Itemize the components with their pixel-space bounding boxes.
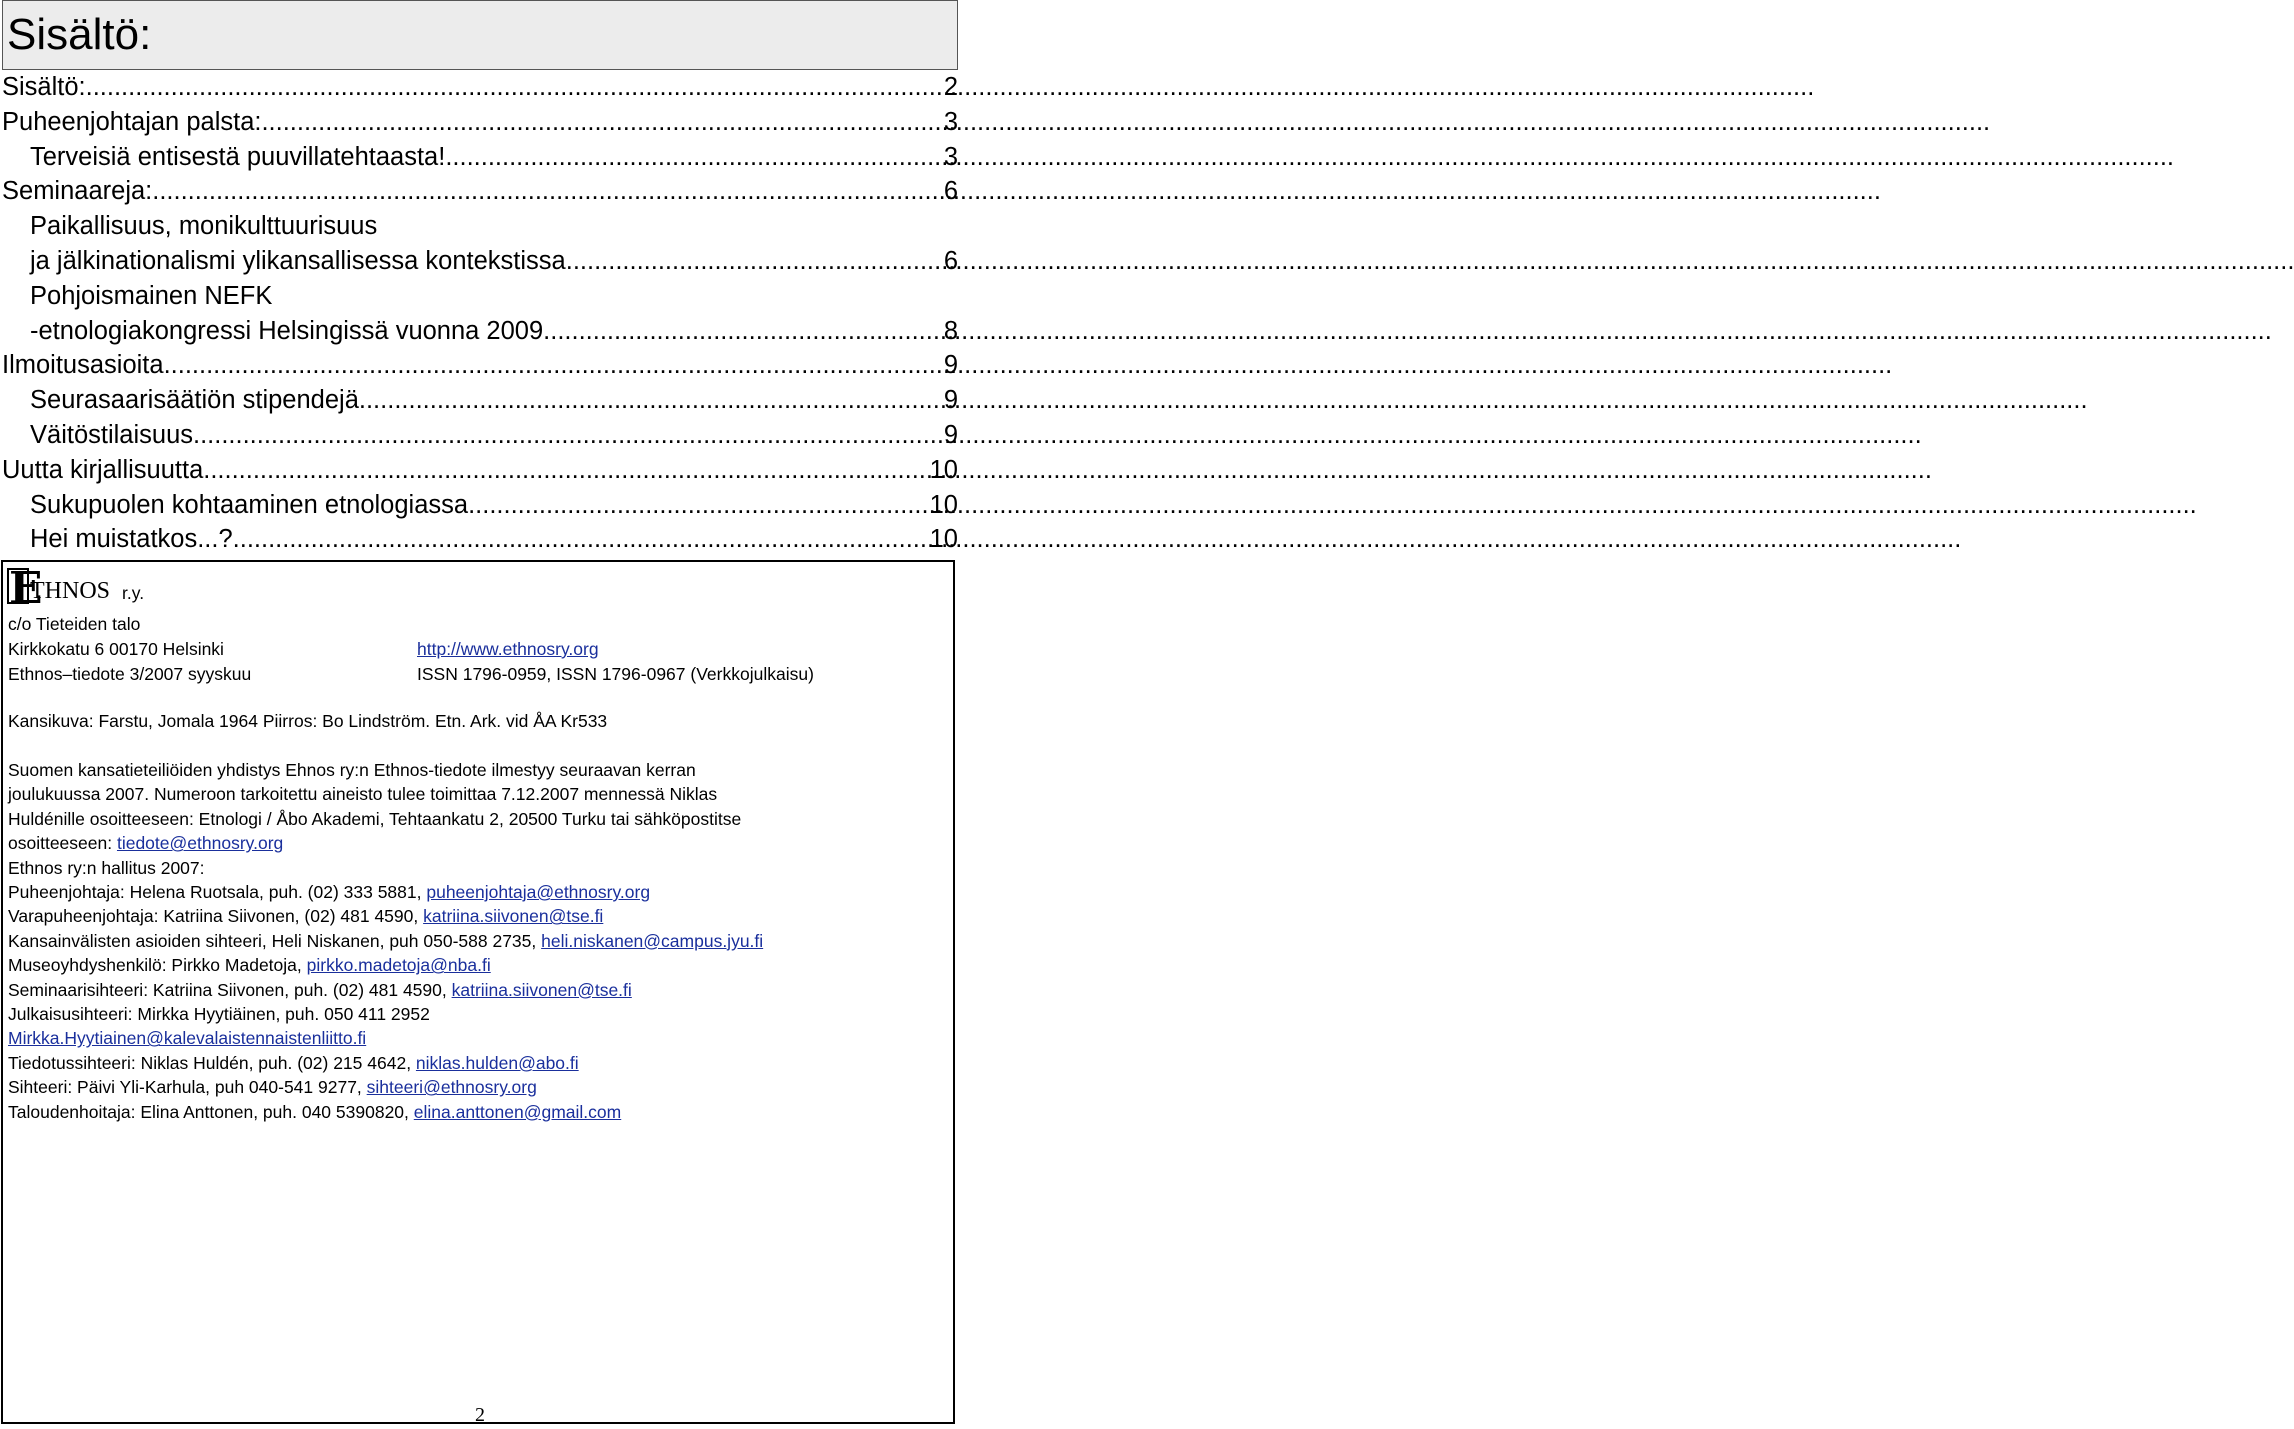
- logo-suffix: r.y.: [122, 583, 145, 603]
- toc-page: 3: [943, 142, 958, 171]
- toc-label: Uutta kirjallisuutta: [2, 455, 204, 484]
- board-member-text: Varapuheenjohtaja: Katriina Siivonen, (02) 481 4590,: [8, 906, 424, 927]
- board-member: [8, 978, 948, 1002]
- board-member: [8, 953, 948, 977]
- toc-leader: [152, 174, 944, 209]
- board-member: [8, 1026, 948, 1050]
- toc-entry[interactable]: [2, 522, 958, 557]
- ethnos-logo: [7, 563, 145, 614]
- toc-label: Sukupuolen kohtaaminen etnologiassa: [30, 490, 469, 519]
- email-link[interactable]: tiedote@ethnosry.org: [116, 833, 284, 854]
- title-banner: [2, 0, 958, 70]
- toc-page: 9: [943, 351, 958, 380]
- website-link-row: [417, 637, 599, 661]
- toc-label: Puheenjohtajan palsta:: [2, 107, 262, 136]
- toc-page: 3: [943, 107, 958, 136]
- board-member: [8, 904, 948, 928]
- toc-page: 2: [943, 73, 958, 101]
- toc-entry[interactable]: [2, 70, 958, 105]
- toc-page: 6: [943, 177, 958, 206]
- toc-page: 10: [929, 490, 958, 519]
- toc-page: 9: [943, 386, 958, 415]
- email-link[interactable]: katriina.siivonen@tse.fi: [423, 906, 604, 927]
- email-link[interactable]: puheenjohtaja@ethnosry.org: [426, 882, 651, 903]
- toc-leader: [203, 453, 929, 488]
- toc-page: 10: [929, 525, 958, 554]
- toc-entry[interactable]: [2, 140, 958, 175]
- board-member: [8, 929, 948, 953]
- toc-label-line1: Pohjoismainen NEFK: [30, 281, 273, 310]
- paragraph-line: Suomen kansatieteiliöiden yhdistys Ehnos ry:n Ethnos-tiedote ilmestyy seuraavan kerran: [8, 760, 696, 780]
- email-link[interactable]: Mirkka.Hyytiainen@kalevalaistennaistenliitto.fi: [8, 1028, 367, 1049]
- toc-leader: [468, 488, 930, 523]
- board-title: Ethnos ry:n hallitus 2007:: [8, 857, 205, 878]
- toc-page: 10: [929, 455, 958, 484]
- toc-page: 6: [943, 246, 958, 275]
- toc-label: Väitöstilaisuus: [30, 420, 193, 449]
- table-of-contents: [2, 70, 958, 557]
- board-member: [8, 1051, 948, 1075]
- email-link[interactable]: katriina.siivonen@tse.fi: [451, 979, 632, 1000]
- toc-page: 8: [943, 316, 958, 345]
- logo-initial-icon: E: [9, 563, 43, 614]
- issn: ISSN 1796-0959, ISSN 1796-0967 (Verkkojulkaisu): [417, 664, 814, 684]
- toc-label: Sisältö:: [2, 73, 86, 101]
- toc-leader: [261, 105, 943, 140]
- toc-label: Hei muistatkos...?: [30, 525, 233, 554]
- toc-leader: [233, 522, 930, 557]
- board-member: [8, 880, 948, 904]
- toc-leader: [543, 314, 944, 349]
- toc-entry[interactable]: [2, 383, 958, 418]
- toc-entry[interactable]: [2, 244, 958, 279]
- email-link[interactable]: niklas.hulden@abo.fi: [415, 1052, 579, 1073]
- board-member-text: Julkaisusihteeri: Mirkka Hyytiäinen, puh. 050 411 2952: [8, 1004, 430, 1025]
- toc-entry[interactable]: [2, 314, 958, 349]
- toc-leader: [86, 70, 944, 105]
- deadline-paragraph: [8, 758, 948, 1124]
- toc-label: ja jälkinationalismi ylikansallisessa kontekstissa: [30, 246, 566, 275]
- toc-page: 9: [943, 420, 958, 449]
- cover-credit: Kansikuva: Farstu, Jomala 1964 Piirros: Bo Lindström. Etn. Ark. vid ÅA Kr533: [8, 711, 608, 731]
- board-member-text: Museoyhdyshenkilö: Pirkko Madetoja,: [8, 955, 307, 976]
- board-member: [8, 1002, 948, 1026]
- toc-entry[interactable]: [2, 453, 958, 488]
- toc-label: Ilmoitusasioita: [2, 351, 164, 380]
- toc-leader: [193, 418, 944, 453]
- toc-entry[interactable]: [2, 174, 958, 209]
- logo-wordmark: THNOS: [30, 578, 111, 604]
- board-member-text: Sihteeri: Päivi Yli-Karhula, puh 040-541 9277,: [8, 1077, 367, 1098]
- board-member: [8, 1075, 948, 1099]
- board-member-text: Seminaarisihteeri: Katriina Siivonen, puh. (02) 481 4590,: [8, 979, 452, 1000]
- issue-info: Ethnos–tiedote 3/2007 syyskuu: [8, 664, 252, 684]
- board-member-text: Kansainvälisten asioiden sihteeri, Heli Niskanen, puh 050-588 2735,: [8, 930, 542, 951]
- toc-leader: [445, 140, 943, 175]
- page-title: Sisältö:: [7, 10, 152, 59]
- toc-entry[interactable]: [2, 105, 958, 140]
- toc-leader: [164, 348, 944, 383]
- publisher-info-box: [1, 560, 955, 1424]
- toc-entry[interactable]: [2, 488, 958, 523]
- toc-label: Terveisiä entisestä puuvillatehtaasta!: [30, 142, 446, 171]
- toc-label-line1: Paikallisuus, monikulttuurisuus: [30, 212, 378, 241]
- email-link[interactable]: elina.anttonen@gmail.com: [413, 1101, 622, 1122]
- email-link[interactable]: sihteeri@ethnosry.org: [366, 1077, 537, 1098]
- paragraph-text: osoitteeseen:: [8, 833, 117, 854]
- board-member: [8, 1100, 948, 1124]
- email-link[interactable]: pirkko.madetoja@nba.fi: [306, 955, 491, 976]
- address-line-1: c/o Tieteiden talo: [8, 614, 141, 634]
- toc-label: Seminaareja:: [2, 177, 153, 206]
- paragraph-line: joulukuussa 2007. Numeroon tarkoitettu aineisto tulee toimittaa 7.12.2007 mennessä Niklas: [8, 784, 718, 805]
- toc-leader: [359, 383, 944, 418]
- toc-entry[interactable]: [2, 418, 958, 453]
- toc-leader: [566, 244, 944, 279]
- toc-label: -etnologiakongressi Helsingissä vuonna 2009: [30, 316, 544, 345]
- address-line-2: Kirkkokatu 6 00170 Helsinki: [8, 639, 224, 659]
- toc-entry[interactable]: [2, 348, 958, 383]
- board-member-text: Puheenjohtaja: Helena Ruotsala, puh. (02) 333 5881,: [8, 882, 427, 903]
- email-link[interactable]: heli.niskanen@campus.jyu.fi: [541, 930, 764, 951]
- board-member-text: Tiedotussihteeri: Niklas Huldén, puh. (02) 215 4642,: [8, 1052, 416, 1073]
- website-link[interactable]: http://www.ethnosry.org: [417, 639, 599, 659]
- paragraph-line: Huldénille osoitteeseen: Etnologi / Åbo Akademi, Tehtaankatu 2, 20500 Turku tai sähköpostitse: [8, 808, 742, 829]
- page-number: 2: [475, 1404, 485, 1426]
- paragraph-line: [8, 831, 948, 855]
- board-member-text: Taloudenhoitaja: Elina Anttonen, puh. 040 5390820,: [8, 1101, 414, 1122]
- toc-label: Seurasaarisäätiön stipendejä: [30, 386, 359, 415]
